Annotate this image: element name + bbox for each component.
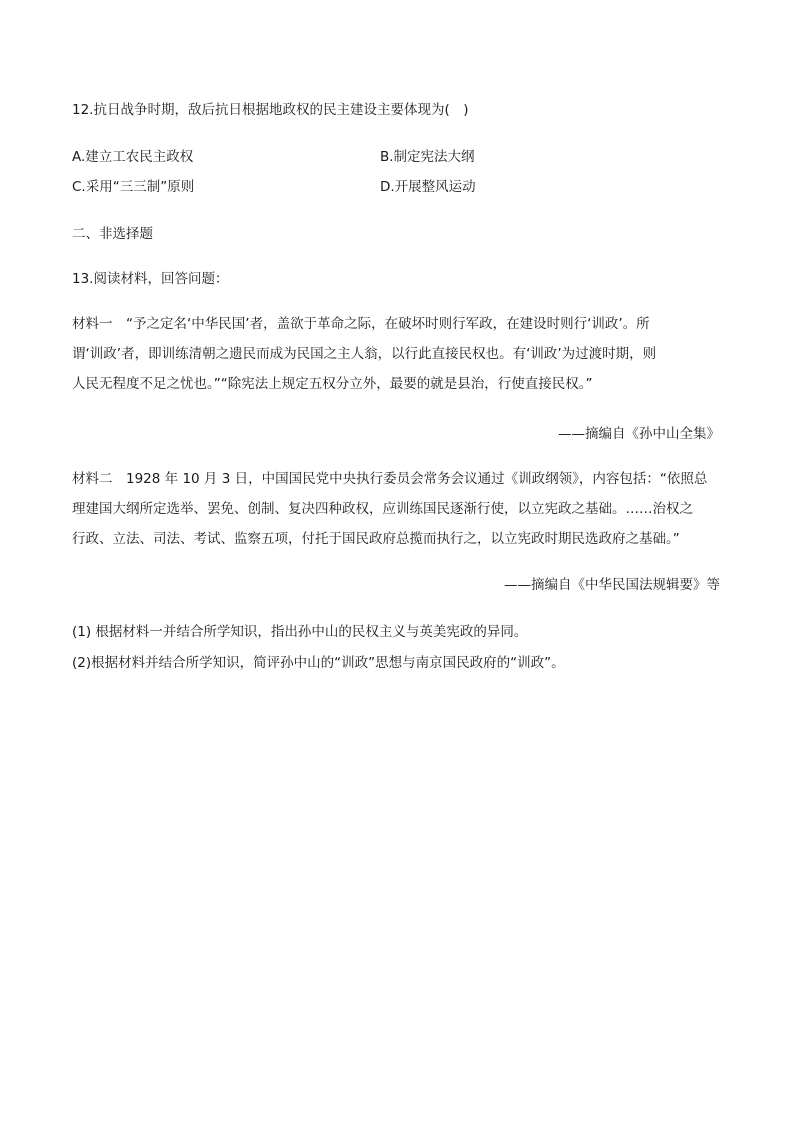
question-13-stem: 13.阅读材料，回答问题：: [72, 271, 229, 287]
material-1-source: ——摘编自《孙中山全集》: [558, 426, 720, 442]
material-2-line: 行政、立法、司法、考试、监察五项，付托于国民政府总揽而执行之，以立宪政时期民选政府之基础。”: [72, 531, 680, 547]
option-b: B.制定宪法大纲: [380, 149, 475, 165]
section-heading: 二、非选择题: [72, 226, 153, 242]
material-1-line: 谓‘训政’者，即训练清朝之遗民而成为民国之主人翁，以行此直接民权也。有‘训政’为过渡时期，则: [72, 346, 657, 362]
material-1-line: 材料一 “予之定名‘中华民国’者，盖欲于革命之际，在破坏时则行军政，在建设时则行‘训政’。所: [72, 316, 650, 332]
sub-question-2: (2)根据材料并结合所学知识，简评孙中山的“训政”思想与南京国民政府的“训政”。: [72, 655, 565, 671]
option-d: D.开展整风运动: [380, 179, 476, 195]
material-1-line: 人民无程度不足之忧也。”“除宪法上规定五权分立外，最要的就是县治，行使直接民权。”: [72, 376, 593, 392]
option-c: C.采用“三三制”原则: [72, 179, 195, 195]
material-2-line: 理建国大纲所定选举、罢免、创制、复决四种政权，应训练国民逐渐行使，以立宪政之基础。……治权之: [72, 501, 693, 517]
option-a: A.建立工农民主政权: [72, 149, 194, 165]
material-2-source: ——摘编自《中华民国法规辑要》等: [504, 577, 720, 593]
material-2-line: 材料二 1928 年 10 月 3 日，中国国民党中央执行委员会常务会议通过《训政纲领》，内容包括：“依照总: [72, 471, 708, 487]
question-12-stem: 12.抗日战争时期，敌后抗日根据地政权的民主建设主要体现为( ): [72, 102, 469, 118]
sub-question-1: (1) 根据材料一并结合所学知识，指出孙中山的民权主义与英美宪政的异同。: [72, 624, 528, 640]
